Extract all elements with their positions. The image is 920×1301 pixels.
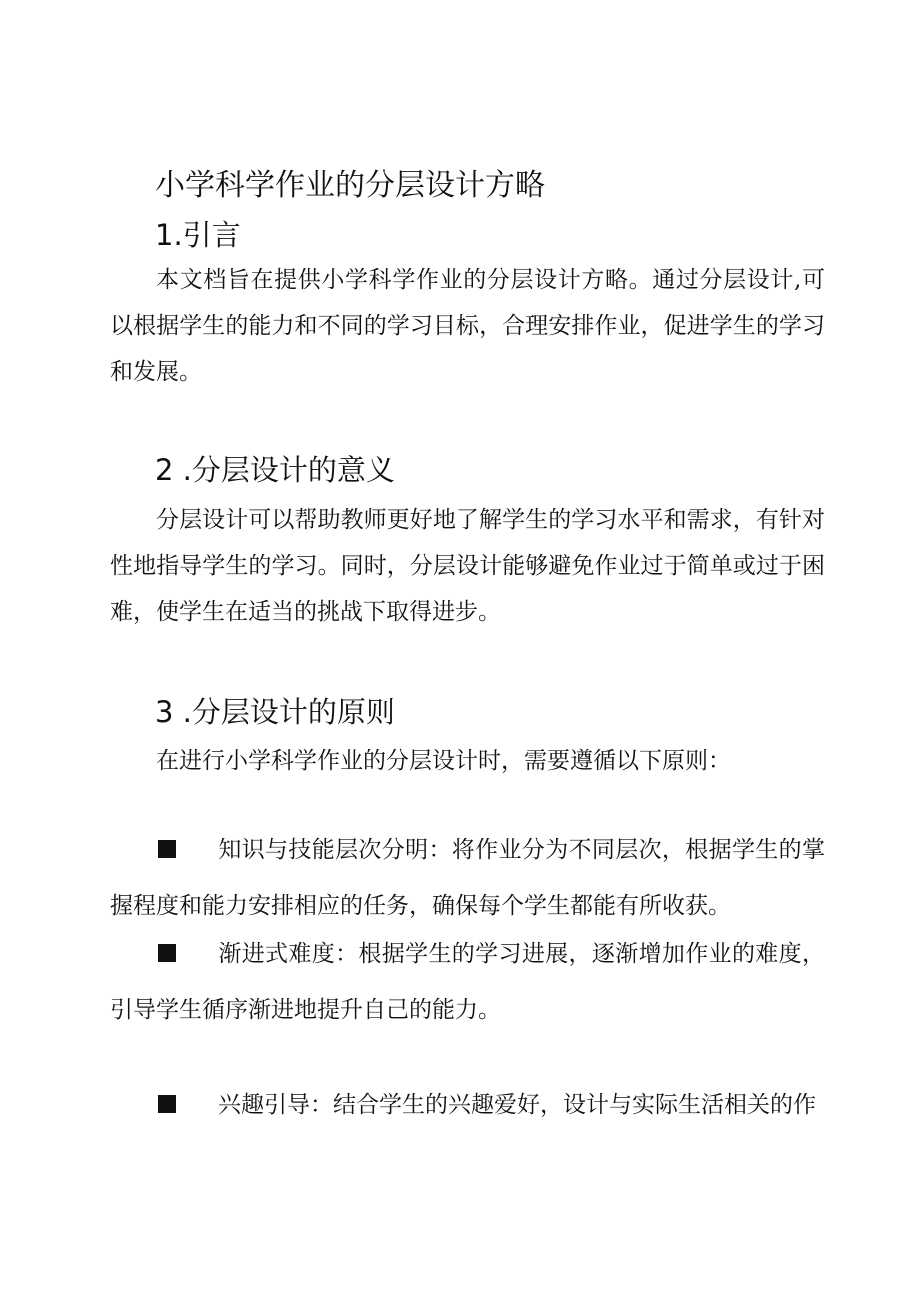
black-square-bullet-icon	[158, 944, 176, 962]
principle-bullet-item	[110, 1077, 825, 1133]
black-square-bullet-icon	[158, 1095, 176, 1113]
principle-bullet-text: 渐进式难度：根据学生的学习进展，逐渐增加作业的难度，引导学生循序渐进地提升自己的能力。	[110, 941, 825, 1023]
principle-bullet-item	[110, 822, 825, 934]
introduction-paragraph: 本文档旨在提供小学科学作业的分层设计方略。通过分层设计,可以根据学生的能力和不同的学习目标，合理安排作业，促进学生的学习和发展。	[110, 267, 825, 385]
principle-bullet-item	[110, 926, 825, 1038]
section-heading-significance: 2 .分层设计的意义	[155, 453, 395, 487]
document-title: 小学科学作业的分层设计方略	[155, 168, 545, 203]
significance-paragraph: 分层设计可以帮助教师更好地了解学生的学习水平和需求，有针对性地指导学生的学习。同时，分层设计能够避免作业过于简单或过于困难，使学生在适当的挑战下取得进步。	[110, 507, 825, 625]
section-heading-principles: 3 .分层设计的原则	[155, 695, 395, 729]
principles-paragraph: 在进行小学科学作业的分层设计时，需要遵循以下原则：	[156, 748, 731, 774]
principle-bullet-text: 兴趣引导：结合学生的兴趣爱好，设计与实际生活相关的作	[218, 1092, 816, 1118]
section-heading-introduction: 1.引言	[155, 218, 241, 252]
black-square-bullet-icon	[158, 840, 176, 858]
principle-bullet-text: 知识与技能层次分明：将作业分为不同层次，根据学生的掌握程度和能力安排相应的任务，确保每个学生都能有所收获。	[110, 837, 825, 919]
